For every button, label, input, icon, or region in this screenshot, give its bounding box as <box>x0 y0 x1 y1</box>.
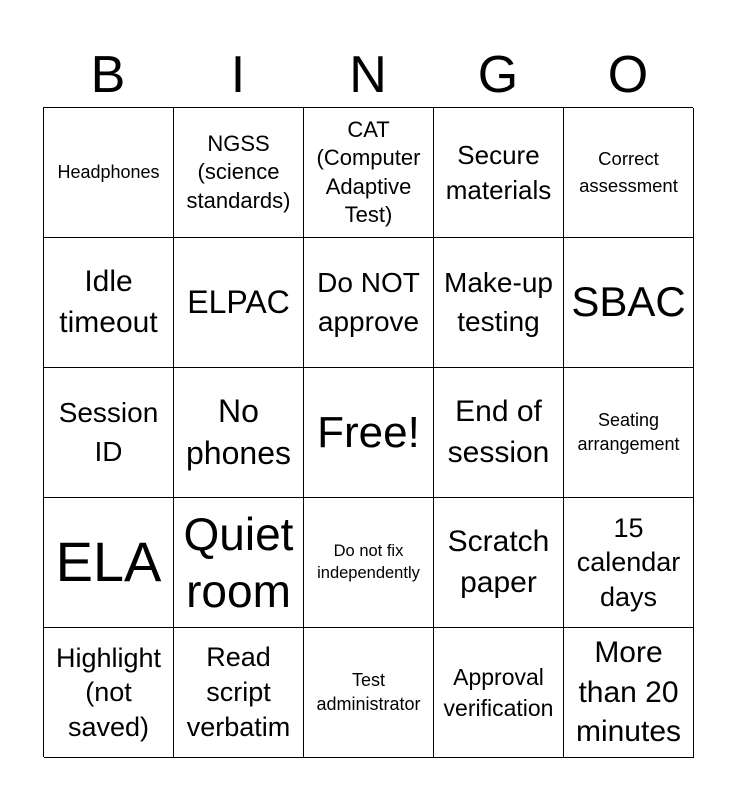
bingo-cell-r2-c5[interactable]: SBAC <box>564 238 694 368</box>
bingo-cell-r3-c5[interactable]: Seating arrangement <box>564 368 694 498</box>
bingo-cell-r4-c5[interactable]: 15 calendar days <box>564 498 694 628</box>
bingo-cell-r1-c3[interactable]: CAT (Computer Adaptive Test) <box>304 108 434 238</box>
bingo-cell-r4-c3[interactable]: Do not fix independently <box>304 498 434 628</box>
bingo-cell-r1-c1[interactable]: Headphones <box>44 108 174 238</box>
bingo-cell-r5-c5[interactable]: More than 20 minutes <box>564 628 694 758</box>
bingo-cell-r2-c1[interactable]: Idle timeout <box>44 238 174 368</box>
bingo-cell-r3-c1[interactable]: Session ID <box>44 368 174 498</box>
bingo-cell-r1-c5[interactable]: Correct assessment <box>564 108 694 238</box>
header-letter-b: B <box>90 46 126 104</box>
bingo-cell-r3-c2[interactable]: No phones <box>174 368 304 498</box>
bingo-cell-r1-c2[interactable]: NGSS (science standards) <box>174 108 304 238</box>
header-letter-o: O <box>607 46 649 104</box>
bingo-cell-r2-c4[interactable]: Make-up testing <box>434 238 564 368</box>
bingo-cell-r5-c3[interactable]: Test administrator <box>304 628 434 758</box>
bingo-cell-r4-c2[interactable]: Quiet room <box>174 498 304 628</box>
header-letter-i: I <box>230 46 246 104</box>
bingo-cell-r2-c2[interactable]: ELPAC <box>174 238 304 368</box>
header-letter-g: G <box>477 46 519 104</box>
bingo-cell-r5-c1[interactable]: Highlight (not saved) <box>44 628 174 758</box>
bingo-board <box>43 107 693 757</box>
bingo-cell-r3-c4[interactable]: End of session <box>434 368 564 498</box>
bingo-header <box>43 44 693 106</box>
bingo-cell-r1-c4[interactable]: Secure materials <box>434 108 564 238</box>
bingo-cell-r5-c2[interactable]: Read script verbatim <box>174 628 304 758</box>
bingo-cell-free[interactable]: Free! <box>304 368 434 498</box>
bingo-cell-r4-c4[interactable]: Scratch paper <box>434 498 564 628</box>
bingo-cell-r5-c4[interactable]: Approval verification <box>434 628 564 758</box>
header-letter-n: N <box>349 46 387 104</box>
bingo-cell-r4-c1[interactable]: ELA <box>44 498 174 628</box>
bingo-cell-r2-c3[interactable]: Do NOT approve <box>304 238 434 368</box>
